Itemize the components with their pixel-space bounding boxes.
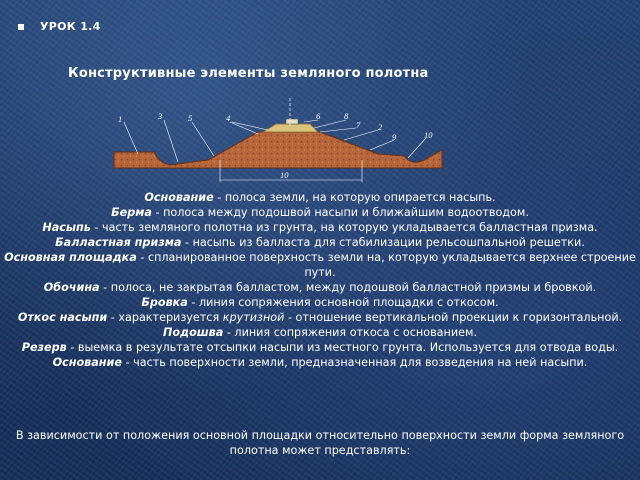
definition-item: Основание - полоса земли, на которую опирается насыпь. [144,191,496,204]
definition-item: Основная площадка - спланированное поверхность земли на, которую укладывается верхнее строение пути. [4,251,636,279]
footer-paragraph: В зависимости от положения основной площадки относительно поверхности земли форма земляного полотна может представлять: [15,429,625,457]
definition-item: Подошва - линия сопряжения откоса с основанием. [163,326,477,339]
rail [286,119,298,124]
definition-item: Берма - полоса между подошвой насыпи и ближайшим водоотводом. [111,206,529,219]
label-5: 5 [188,113,193,123]
ballast-prism [263,124,318,132]
definition-item: Насыпь - часть земляного полотна из грунта, на которую укладывается балластная призма. [42,221,598,234]
label-1: 1 [118,114,123,124]
definition-item: Основание - часть поверхности земли, предназначенная для возведения на ней насыпи. [52,356,588,369]
definition-item: Балластная призма - насыпь из балласта для стабилизации рельсошпальной решетки. [55,236,585,249]
embankment-diagram [108,98,448,190]
definitions-list [0,190,640,370]
width-label: 10 [280,170,289,180]
label-10: 10 [424,130,433,140]
label-3: 3 [158,111,163,121]
bullet-icon [18,24,24,30]
definition-item: Откос насыпи - характеризуется крутизной - отношение вертикальной проекции к горизонтальной. [17,311,623,324]
label-4: 4 [226,113,231,123]
lesson-label: УРОК 1.4 [40,20,101,33]
label-2: 2 [378,122,383,132]
definition-item: Резерв - выемка в результате отсыпки насыпи из местного грунта. Используется для отвода воды. [21,341,619,354]
definition-item: Обочина - полоса, не закрытая балластом, между подошвой балластной призмы и бровкой. [43,281,597,294]
lesson-header [18,20,101,33]
page-title: Конструктивные элементы земляного полотна [68,66,429,81]
label-7: 7 [356,120,361,130]
label-9: 9 [392,132,397,142]
label-8: 8 [344,111,349,121]
definition-item: Бровка - линия сопряжения основной площадки с откосом. [141,296,499,309]
footer-text [0,428,640,458]
label-6: 6 [316,111,321,121]
